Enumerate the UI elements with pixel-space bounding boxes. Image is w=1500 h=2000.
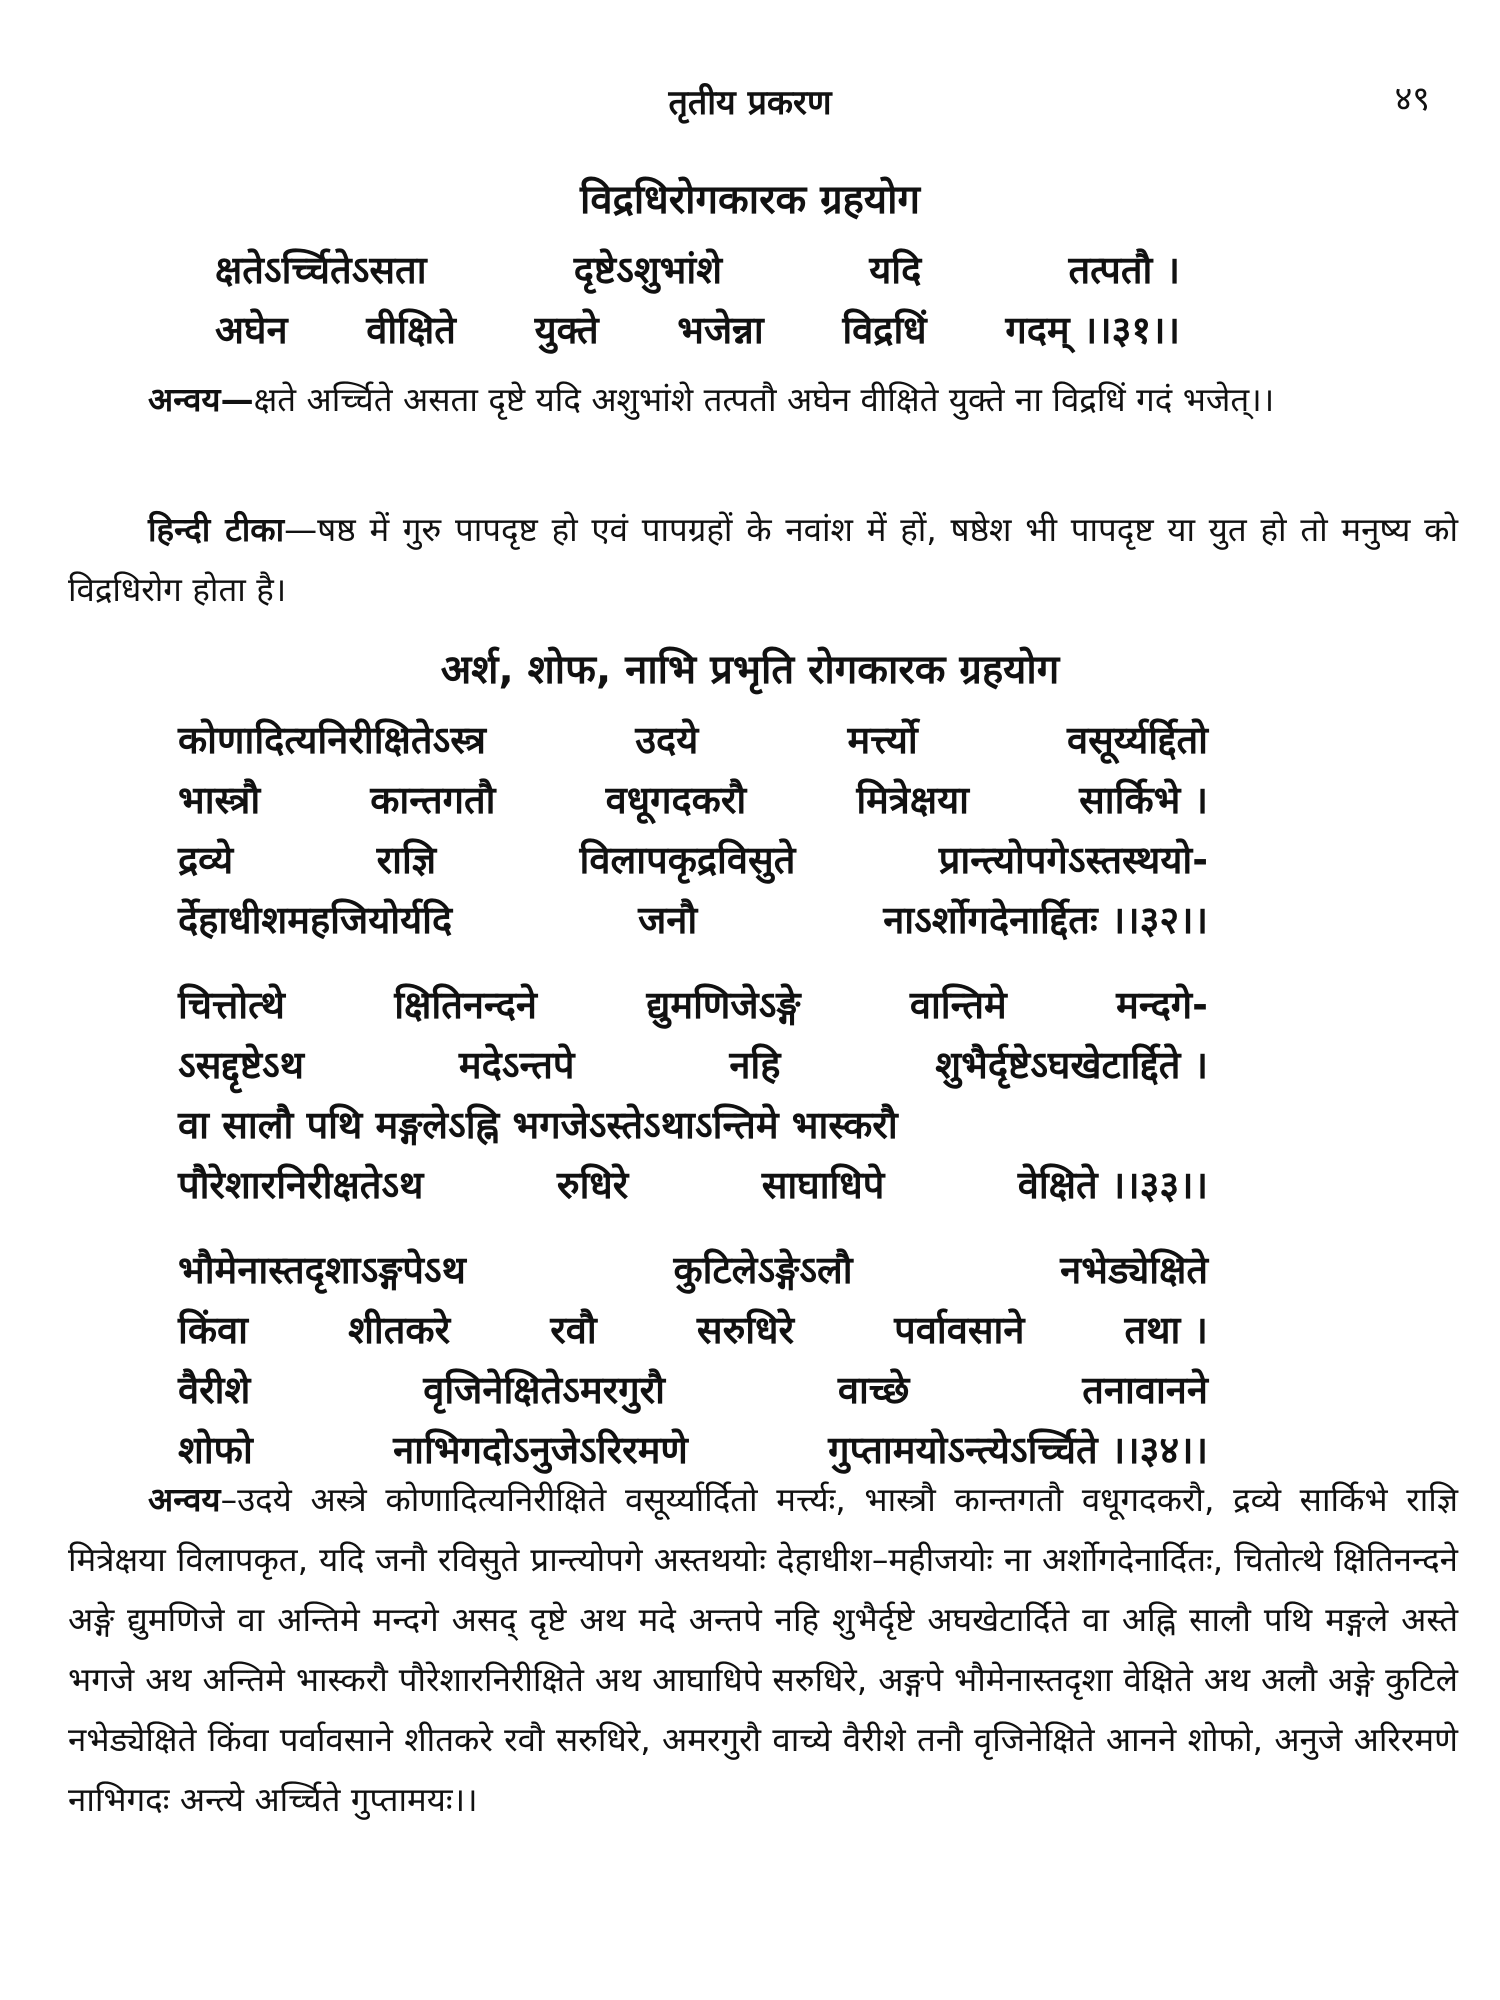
verse-word: भौमेनास्तदृशाऽङ्गपेऽथ [178,1248,466,1292]
verse-word: अघेन [215,308,288,352]
anvaya-text: क्षते अर्च्चिते असता दृष्टे यदि अशुभांशे तत्पतौ अघेन वीक्षिते युक्ते ना विद्रधिं गदं भजेत्।। [253,380,1275,419]
verse-word: पौरेशारनिरीक्षतेऽथ [178,1163,424,1207]
verse-word: द्रव्ये [178,838,234,882]
verse-word: नाऽर्शोगदेनार्द्दितः ।।३२।। [883,898,1208,942]
page-number: ४९ [1394,79,1430,119]
verse-line [215,300,1180,360]
verse-word: वधूगदकरौ [605,778,747,822]
verse-word: नाभिगदोऽनुजेऽरिरमणे [393,1428,688,1472]
verse-word: कान्तगतौ [370,778,496,822]
verse-word: मर्त्त्यो [847,718,918,762]
verse-line [178,710,1208,770]
verse-word: तनावानने [1082,1368,1208,1412]
verse-word: तथा । [1124,1308,1208,1352]
verse-word: वीक्षिते [366,308,456,352]
verse-word: रुधिरे [556,1163,629,1207]
verse-word: सार्किभे । [1079,778,1208,822]
section-title-vidradhi: विद्रधिरोगकारक ग्रहयोग [579,177,920,223]
verse-word: वसूर्य्यर्द्दितो [1066,718,1208,762]
verse-34 [178,1240,1208,1480]
verse-word: युक्ते [534,308,599,352]
verse-word: क्षतेऽर्च्चितेऽसता [215,248,427,292]
anvaya-32-34 [68,1470,1458,1830]
verse-word: सरुधिरे [696,1308,795,1352]
anvaya-text: –उदये अस्त्रे कोणादित्यनिरीक्षिते वसूर्य्यार्दितो मर्त्त्यः, भास्त्रौ कान्तगतौ वधूगदकरौ, द्रव्ये सार्किभे राज्ञि मित्रेक्षया विलापकृत, यदि जनौ रविसुते प्रान्त्योपगे अस्तथयोः देहाधीश–महीजयोः ना अर्शोगदेनार्दितः, चितोत्थे क्षितिनन्दने अङ्गे द्युमणिजे वा अन्तिमे मन्दगे असद् दृष्टे अथ मदे अन्तपे नहि शुभैर्दृष्टे अघखेटार्दिते वा अह्नि सालौ पथि मङ्गले अस्ते भगजे अथ अन्तिमे भास्करौ पौरेशारनिरीक्षिते अथ आघाधिपे सरुधिरे, अङ्गपे भौमेनास्तदृशा वेक्षिते अथ अलौ अङ्गे कुटिले नभेड्येक्षिते किंवा पर्वावसाने शीतकरे रवौ सरुधिरे, अमरगुरौ वाच्ये वैरीशे तनौ वृजिनेक्षिते आनने शोफो, अनुजे अरिरमणे नाभिगदः अन्त्ये अर्च्चिते गुप्तामयः।। [68,1480,1458,1819]
verse-word: मन्दगे- [1116,983,1208,1027]
verse-word: वा सालौ पथि मङ्गलेऽह्नि भगजेऽस्तेऽथाऽन्तिमे भास्करौ [178,1103,898,1147]
verse-line [178,1360,1208,1420]
verse-word: नभेड्येक्षिते [1060,1248,1208,1292]
verse-word: क्षितिनन्दने [394,983,537,1027]
verse-word: वाच्छे [837,1368,910,1412]
anvaya-31 [68,370,1458,430]
verse-word: विलापकृद्रविसुते [579,838,796,882]
verse-line [215,240,1180,300]
verse-line [178,890,1208,950]
verse-word: भास्त्रौ [178,778,261,822]
verse-word: विद्रधिं [842,308,927,352]
verse-word: कोणादित्यनिरीक्षितेऽस्त्र [178,718,486,762]
verse-word: यदि [869,248,922,292]
verse-line [178,1240,1208,1300]
verse-word: द्युमणिजेऽङ्गे [646,983,801,1027]
verse-32 [178,710,1208,950]
verse-line [178,1035,1208,1095]
verse-word: प्रान्त्योपगेऽस्तस्थयो- [938,838,1208,882]
verse-word: राज्ञि [376,838,437,882]
hindi-tika-31 [68,500,1458,620]
verse-word: मित्रेक्षया [856,778,969,822]
anvaya-label: अन्वय— [148,380,254,419]
verse-word: वान्तिमे [909,983,1007,1027]
verse-word: वैरीशे [178,1368,251,1412]
verse-line [178,830,1208,890]
verse-word: वेक्षिते ।।३३।। [1017,1163,1208,1207]
verse-word: भजेन्ना [677,308,764,352]
running-title: तृतीय प्रकरण [668,83,832,123]
verse-word: नहि [729,1043,781,1087]
verse-word: गदम् ।।३१।। [1005,308,1180,352]
section-title-arsha: अर्श, शोफ, नाभि प्रभृति रोगकारक ग्रहयोग [440,647,1060,693]
verse-line [178,770,1208,830]
verse-word: कुटिलेऽङ्गेऽलौ [673,1248,853,1292]
verse-line [178,1155,1208,1215]
verse-line [178,975,1208,1035]
verse-word: गुप्तामयोऽन्त्येऽर्च्चिते ।।३४।। [828,1428,1208,1472]
verse-word: उदये [635,718,699,762]
verse-word: साघाधिपे [761,1163,885,1207]
verse-word: वृजिनेक्षितेऽमरगुरौ [423,1368,665,1412]
verse-33 [178,975,1208,1215]
verse-word: शीतकरे [348,1308,451,1352]
verse-word: शोफो [178,1428,253,1472]
verse-word: मदेऽन्तपे [458,1043,575,1087]
tika-label: हिन्दी टीका [148,510,285,549]
verse-line [178,1300,1208,1360]
verse-word: र्देहाधीशमहजियोर्यदि [178,898,453,942]
anvaya-label: अन्वय [148,1480,221,1519]
verse-line [178,1095,1208,1155]
verse-word: शुभैर्दृष्टेऽघखेटार्द्दिते । [935,1043,1208,1087]
verse-word: जनौ [638,898,698,942]
verse-31 [215,240,1180,360]
verse-word: रवौ [550,1308,597,1352]
verse-word: पर्वावसाने [894,1308,1025,1352]
tika-text: —षष्ठ में गुरु पापदृष्ट हो एवं पापग्रहों के नवांश में हों, षष्ठेश भी पापदृष्ट या युत हो तो मनुष्य को विद्रधिरोग होता है। [68,510,1458,609]
verse-word: चित्तोत्थे [178,983,285,1027]
verse-word: तत्पतौ । [1068,248,1180,292]
verse-word: किंवा [178,1308,248,1352]
verse-word: दृष्टेऽशुभांशे [573,248,723,292]
verse-word: ऽसद्दृष्टेऽथ [178,1043,305,1087]
